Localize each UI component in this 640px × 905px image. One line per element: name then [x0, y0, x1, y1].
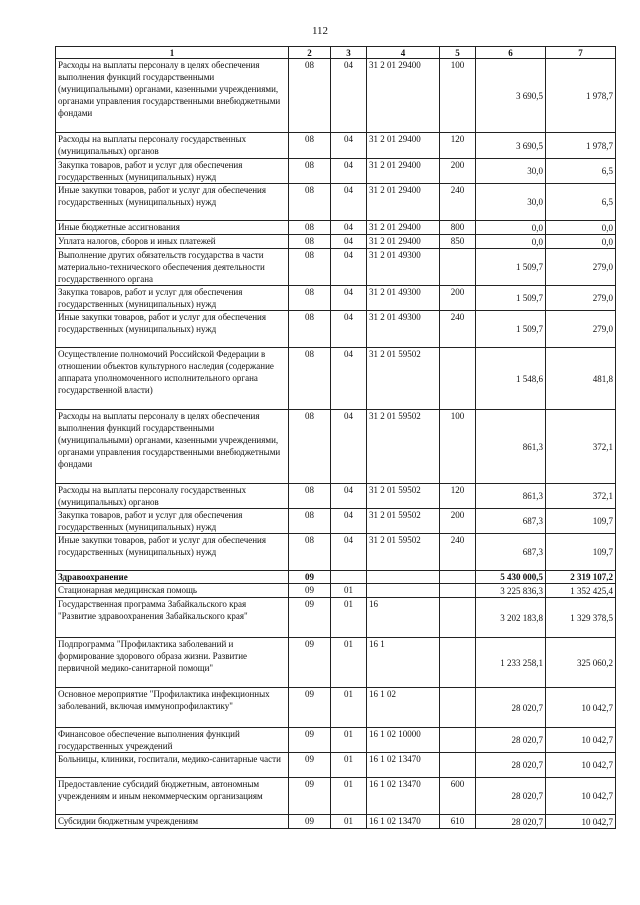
subsection-code-cell: 04: [331, 410, 367, 484]
amount-plan-cell: 1 509,7: [476, 311, 546, 348]
table-row: [56, 509, 616, 534]
header-cell: 2: [289, 47, 331, 59]
row-name-cell: Предоставление субсидий бюджетным, автономным учреждениям и иным некоммерческим организациям: [56, 778, 289, 815]
target-article-cell: 31 2 01 29400: [367, 59, 440, 133]
subsection-code-cell: 01: [331, 728, 367, 753]
table-row: [56, 348, 616, 410]
budget-table: [55, 46, 616, 829]
target-article-cell: 31 2 01 59502: [367, 484, 440, 509]
row-name-cell: Субсидии бюджетным учреждениям: [56, 815, 289, 829]
section-code-cell: 08: [289, 59, 331, 133]
section-code-cell: 09: [289, 778, 331, 815]
target-article-cell: 31 2 01 59502: [367, 348, 440, 410]
subsection-code-cell: 04: [331, 249, 367, 286]
amount-plan-cell: 3 690,5: [476, 59, 546, 133]
target-article-cell: 31 2 01 59502: [367, 410, 440, 484]
amount-plan-cell: 30,0: [476, 184, 546, 221]
row-name-cell: Выполнение других обязательств государства в части материально-технического обеспечения деятельности государственного органа: [56, 249, 289, 286]
subsection-code-cell: 01: [331, 584, 367, 598]
target-article-cell: 16 1 02 13470: [367, 778, 440, 815]
amount-plan-cell: 0,0: [476, 235, 546, 249]
target-article-cell: 31 2 01 29400: [367, 159, 440, 184]
expense-type-cell: [440, 348, 476, 410]
row-name-cell: Закупка товаров, работ и услуг для обеспечения государственных (муниципальных) нужд: [56, 159, 289, 184]
expense-type-cell: 610: [440, 815, 476, 829]
amount-actual-cell: 481,8: [546, 348, 616, 410]
amount-plan-cell: 0,0: [476, 221, 546, 235]
subsection-code-cell: 04: [331, 311, 367, 348]
table-row: [56, 311, 616, 348]
header-row: [56, 47, 616, 59]
row-name-cell: Иные бюджетные ассигнования: [56, 221, 289, 235]
section-code-cell: 09: [289, 688, 331, 728]
table-row: [56, 688, 616, 728]
row-name-cell: Осуществление полномочий Российской Федерации в отношении объектов культурного наследия (содержание аппарата уполномоченного исполнительного органа государственной власти): [56, 348, 289, 410]
amount-actual-cell: 0,0: [546, 221, 616, 235]
subsection-code-cell: 01: [331, 638, 367, 688]
expense-type-cell: 200: [440, 509, 476, 534]
subsection-code-cell: 01: [331, 598, 367, 638]
amount-actual-cell: 10 042,7: [546, 815, 616, 829]
table-row: [56, 221, 616, 235]
subsection-code-cell: 04: [331, 59, 367, 133]
amount-actual-cell: 0,0: [546, 235, 616, 249]
amount-actual-cell: 279,0: [546, 311, 616, 348]
table-row: [56, 286, 616, 311]
amount-actual-cell: 109,7: [546, 534, 616, 571]
header-cell: 7: [546, 47, 616, 59]
amount-plan-cell: 28 020,7: [476, 778, 546, 815]
table-row: [56, 753, 616, 778]
row-name-cell: Расходы на выплаты персоналу в целях обеспечения выполнения функций государственными (муниципальными) органами, казенными учреждениями, органами управления государственными внебюджетными фондами: [56, 59, 289, 133]
table-row: [56, 815, 616, 829]
row-name-cell: Расходы на выплаты персоналу государственных (муниципальных) органов: [56, 484, 289, 509]
amount-actual-cell: 1 978,7: [546, 133, 616, 159]
row-name-cell: Основное мероприятие "Профилактика инфекционных заболеваний, включая иммунопрофилактику": [56, 688, 289, 728]
target-article-cell: 31 2 01 49300: [367, 311, 440, 348]
expense-type-cell: [440, 598, 476, 638]
expense-type-cell: 120: [440, 133, 476, 159]
row-name-cell: Стационарная медицинская помощь: [56, 584, 289, 598]
table-row: [56, 728, 616, 753]
subsection-code-cell: 04: [331, 184, 367, 221]
amount-actual-cell: 10 042,7: [546, 753, 616, 778]
amount-plan-cell: 28 020,7: [476, 728, 546, 753]
subsection-code-cell: 01: [331, 815, 367, 829]
amount-actual-cell: 1 352 425,4: [546, 584, 616, 598]
target-article-cell: 16 1 02 13470: [367, 753, 440, 778]
amount-actual-cell: 1 329 378,5: [546, 598, 616, 638]
target-article-cell: 16: [367, 598, 440, 638]
expense-type-cell: [440, 688, 476, 728]
expense-type-cell: [440, 584, 476, 598]
expense-type-cell: 600: [440, 778, 476, 815]
header-cell: 1: [56, 47, 289, 59]
amount-plan-cell: 861,3: [476, 410, 546, 484]
amount-plan-cell: 1 233 258,1: [476, 638, 546, 688]
table-row: [56, 235, 616, 249]
row-name-cell: Закупка товаров, работ и услуг для обеспечения государственных (муниципальных) нужд: [56, 286, 289, 311]
amount-plan-cell: 3 690,5: [476, 133, 546, 159]
amount-plan-cell: 3 225 836,3: [476, 584, 546, 598]
subsection-code-cell: 04: [331, 348, 367, 410]
subsection-code-cell: 04: [331, 221, 367, 235]
subsection-code-cell: 04: [331, 133, 367, 159]
amount-actual-cell: 372,1: [546, 484, 616, 509]
amount-plan-cell: 28 020,7: [476, 753, 546, 778]
amount-plan-cell: 5 430 000,5: [476, 571, 546, 584]
amount-actual-cell: 6,5: [546, 159, 616, 184]
amount-plan-cell: 687,3: [476, 534, 546, 571]
target-article-cell: 16 1 02 10000: [367, 728, 440, 753]
subsection-code-cell: 01: [331, 753, 367, 778]
subsection-code-cell: [331, 571, 367, 584]
amount-actual-cell: 10 042,7: [546, 688, 616, 728]
amount-actual-cell: 372,1: [546, 410, 616, 484]
row-name-cell: Подпрограмма "Профилактика заболеваний и формирование здорового образа жизни. Развитие первичной медико-санитарной помощи": [56, 638, 289, 688]
section-code-cell: 08: [289, 184, 331, 221]
amount-actual-cell: 2 319 107,2: [546, 571, 616, 584]
amount-plan-cell: 1 509,7: [476, 249, 546, 286]
subsection-code-cell: 04: [331, 235, 367, 249]
amount-plan-cell: 28 020,7: [476, 815, 546, 829]
section-code-cell: 09: [289, 753, 331, 778]
row-name-cell: Уплата налогов, сборов и иных платежей: [56, 235, 289, 249]
table-row: [56, 534, 616, 571]
amount-plan-cell: 3 202 183,8: [476, 598, 546, 638]
section-code-cell: 08: [289, 286, 331, 311]
target-article-cell: 31 2 01 49300: [367, 249, 440, 286]
table-row: [56, 584, 616, 598]
expense-type-cell: [440, 728, 476, 753]
section-code-cell: 09: [289, 584, 331, 598]
row-name-cell: Больницы, клиники, госпитали, медико-санитарные части: [56, 753, 289, 778]
subsection-code-cell: 01: [331, 688, 367, 728]
row-name-cell: Закупка товаров, работ и услуг для обеспечения государственных (муниципальных) нужд: [56, 509, 289, 534]
target-article-cell: [367, 584, 440, 598]
amount-actual-cell: 6,5: [546, 184, 616, 221]
expense-type-cell: 240: [440, 534, 476, 571]
expense-type-cell: 200: [440, 159, 476, 184]
amount-plan-cell: 1 509,7: [476, 286, 546, 311]
row-name-cell: Государственная программа Забайкальского края "Развитие здравоохранения Забайкальского края": [56, 598, 289, 638]
row-name-cell: Иные закупки товаров, работ и услуг для обеспечения государственных (муниципальных) нужд: [56, 311, 289, 348]
amount-plan-cell: 30,0: [476, 159, 546, 184]
section-code-cell: 08: [289, 484, 331, 509]
table-row: [56, 184, 616, 221]
expense-type-cell: 240: [440, 184, 476, 221]
table-row: [56, 638, 616, 688]
section-code-cell: 08: [289, 249, 331, 286]
amount-actual-cell: 279,0: [546, 286, 616, 311]
table-row: [56, 778, 616, 815]
section-code-cell: 09: [289, 728, 331, 753]
target-article-cell: 31 2 01 29400: [367, 221, 440, 235]
header-cell: 5: [440, 47, 476, 59]
expense-type-cell: [440, 638, 476, 688]
expense-type-cell: 100: [440, 59, 476, 133]
section-code-cell: 09: [289, 598, 331, 638]
section-code-cell: 08: [289, 133, 331, 159]
section-code-cell: 08: [289, 534, 331, 571]
target-article-cell: 31 2 01 59502: [367, 534, 440, 571]
section-code-cell: 09: [289, 638, 331, 688]
section-code-cell: 09: [289, 815, 331, 829]
subsection-code-cell: 04: [331, 534, 367, 571]
table-row: [56, 59, 616, 133]
amount-actual-cell: 279,0: [546, 249, 616, 286]
row-name-cell: Иные закупки товаров, работ и услуг для обеспечения государственных (муниципальных) нужд: [56, 534, 289, 571]
section-code-cell: 08: [289, 311, 331, 348]
expense-type-cell: 800: [440, 221, 476, 235]
expense-type-cell: 200: [440, 286, 476, 311]
section-code-cell: 08: [289, 221, 331, 235]
header-cell: 3: [331, 47, 367, 59]
expense-type-cell: 850: [440, 235, 476, 249]
target-article-cell: 31 2 01 29400: [367, 133, 440, 159]
section-code-cell: 08: [289, 410, 331, 484]
amount-plan-cell: 687,3: [476, 509, 546, 534]
table-row: [56, 484, 616, 509]
expense-type-cell: 120: [440, 484, 476, 509]
table-row: [56, 410, 616, 484]
section-code-cell: 08: [289, 235, 331, 249]
target-article-cell: 16 1 02: [367, 688, 440, 728]
amount-plan-cell: 1 548,6: [476, 348, 546, 410]
table-row: [56, 598, 616, 638]
table-row: [56, 133, 616, 159]
row-name-cell: Расходы на выплаты персоналу государственных (муниципальных) органов: [56, 133, 289, 159]
section-code-cell: 08: [289, 348, 331, 410]
amount-actual-cell: 10 042,7: [546, 728, 616, 753]
expense-type-cell: 100: [440, 410, 476, 484]
expense-type-cell: [440, 249, 476, 286]
expense-type-cell: [440, 571, 476, 584]
row-name-cell: Здравоохранение: [56, 571, 289, 584]
table-row: [56, 159, 616, 184]
expense-type-cell: 240: [440, 311, 476, 348]
amount-plan-cell: 28 020,7: [476, 688, 546, 728]
header-cell: 4: [367, 47, 440, 59]
target-article-cell: [367, 571, 440, 584]
section-code-cell: 08: [289, 509, 331, 534]
row-name-cell: Финансовое обеспечение выполнения функций государственных учреждений: [56, 728, 289, 753]
target-article-cell: 16 1: [367, 638, 440, 688]
target-article-cell: 31 2 01 29400: [367, 235, 440, 249]
table-row: [56, 249, 616, 286]
subsection-code-cell: 04: [331, 484, 367, 509]
amount-actual-cell: 10 042,7: [546, 778, 616, 815]
subsection-code-cell: 01: [331, 778, 367, 815]
amount-actual-cell: 1 978,7: [546, 59, 616, 133]
amount-plan-cell: 861,3: [476, 484, 546, 509]
section-code-cell: 08: [289, 159, 331, 184]
subsection-code-cell: 04: [331, 286, 367, 311]
header-cell: 6: [476, 47, 546, 59]
row-name-cell: Расходы на выплаты персоналу в целях обеспечения выполнения функций государственными (муниципальными) органами, казенными учреждениями, органами управления государственными внебюджетными фондами: [56, 410, 289, 484]
amount-actual-cell: 109,7: [546, 509, 616, 534]
page-number: 112: [311, 25, 329, 37]
target-article-cell: 16 1 02 13470: [367, 815, 440, 829]
subsection-code-cell: 04: [331, 159, 367, 184]
target-article-cell: 31 2 01 29400: [367, 184, 440, 221]
target-article-cell: 31 2 01 49300: [367, 286, 440, 311]
expense-type-cell: [440, 753, 476, 778]
target-article-cell: 31 2 01 59502: [367, 509, 440, 534]
table-row: [56, 571, 616, 584]
row-name-cell: Иные закупки товаров, работ и услуг для обеспечения государственных (муниципальных) нужд: [56, 184, 289, 221]
subsection-code-cell: 04: [331, 509, 367, 534]
section-code-cell: 09: [289, 571, 331, 584]
amount-actual-cell: 325 060,2: [546, 638, 616, 688]
